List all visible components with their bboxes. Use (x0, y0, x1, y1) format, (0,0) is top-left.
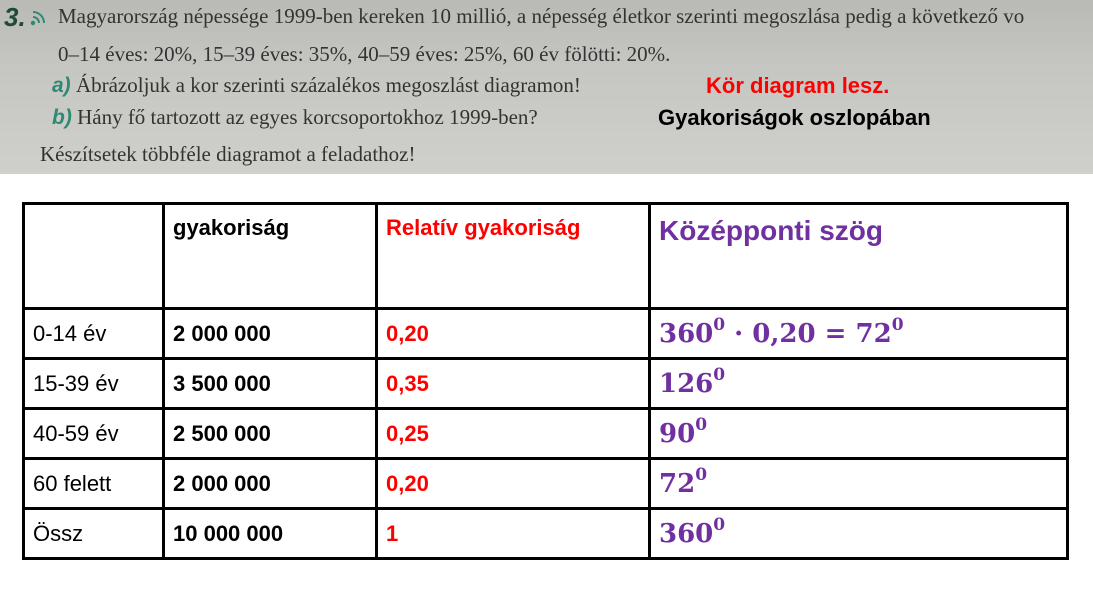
angle-formula: · 0,20 = 72 (725, 318, 892, 349)
frequency-cell: 3 500 000 (164, 359, 377, 409)
frequency-cell: 2 000 000 (164, 309, 377, 359)
textbook-photo (0, 0, 1093, 174)
frequency-cell: 2 500 000 (164, 409, 377, 459)
central-angle-cell (650, 309, 1068, 359)
header-empty (24, 204, 164, 309)
relative-frequency-cell: 0,25 (377, 409, 650, 459)
frequency-cell: 10 000 000 (164, 509, 377, 559)
part-a-label: a) (52, 74, 71, 97)
frequency-cell: 2 000 000 (164, 459, 377, 509)
part-b-label: b) (52, 106, 72, 129)
angle-value: 72 (659, 468, 696, 499)
degree-mark: 0 (695, 464, 708, 485)
header-frequency: gyakoriság (164, 204, 377, 309)
table-row (24, 459, 1068, 509)
angle-value: 360 (659, 318, 714, 349)
relative-frequency-cell: 0,20 (377, 309, 650, 359)
angle-value: 90 (659, 418, 696, 449)
part-a-text: Ábrázoljuk a kor szerinti százalékos megoszlást diagramon! (75, 73, 581, 97)
degree-mark: 0 (713, 514, 726, 535)
central-angle-cell (650, 459, 1068, 509)
task-line-1: Magyarország népessége 1999-ben kereken 10 millió, a népesség életkor szerinti megoszlása pedig a következő vo (58, 4, 1025, 28)
degree-mark: 0 (713, 314, 726, 335)
age-group-cell: 40-59 év (24, 409, 164, 459)
header-central-angle: Középponti szög (650, 204, 1068, 309)
table-row (24, 359, 1068, 409)
age-group-cell: 60 felett (24, 459, 164, 509)
task-part-a (52, 73, 581, 98)
table-row (24, 509, 1068, 559)
part-b-text: Hány fő tartozott az egyes korcsoportokhoz 1999-ben? (77, 105, 538, 129)
central-angle-cell (650, 509, 1068, 559)
relative-frequency-cell: 0,20 (377, 459, 650, 509)
frequency-note: Gyakoriságok oszlopában (658, 105, 931, 130)
angle-value: 360 (659, 518, 714, 549)
central-angle-cell (650, 409, 1068, 459)
table-row (24, 409, 1068, 459)
task-part-b (52, 105, 538, 130)
relative-frequency-cell: 0,35 (377, 359, 650, 409)
header-relative-frequency: Relatív gyakoriság (377, 204, 650, 309)
table-row (24, 309, 1068, 359)
age-group-cell: Össz (24, 509, 164, 559)
task-number: 3. (4, 2, 26, 32)
degree-mark: 0 (713, 364, 726, 385)
age-group-cell: 0-14 év (24, 309, 164, 359)
central-angle-cell (650, 359, 1068, 409)
task-line-2: 0–14 éves: 20%, 15–39 éves: 35%, 40–59 éves: 25%, 60 év fölötti: 20%. (58, 42, 671, 66)
audio-icon (30, 8, 50, 26)
angle-value: 126 (659, 368, 714, 399)
degree-mark: 0 (695, 414, 708, 435)
task-line-5: Készítsetek többféle diagramot a feladathoz! (40, 142, 416, 166)
frequency-table (22, 202, 1069, 560)
pie-chart-note: Kör diagram lesz. (706, 73, 890, 98)
table-header-row (24, 204, 1068, 309)
relative-frequency-cell: 1 (377, 509, 650, 559)
degree-mark: 0 (891, 314, 904, 335)
age-group-cell: 15-39 év (24, 359, 164, 409)
